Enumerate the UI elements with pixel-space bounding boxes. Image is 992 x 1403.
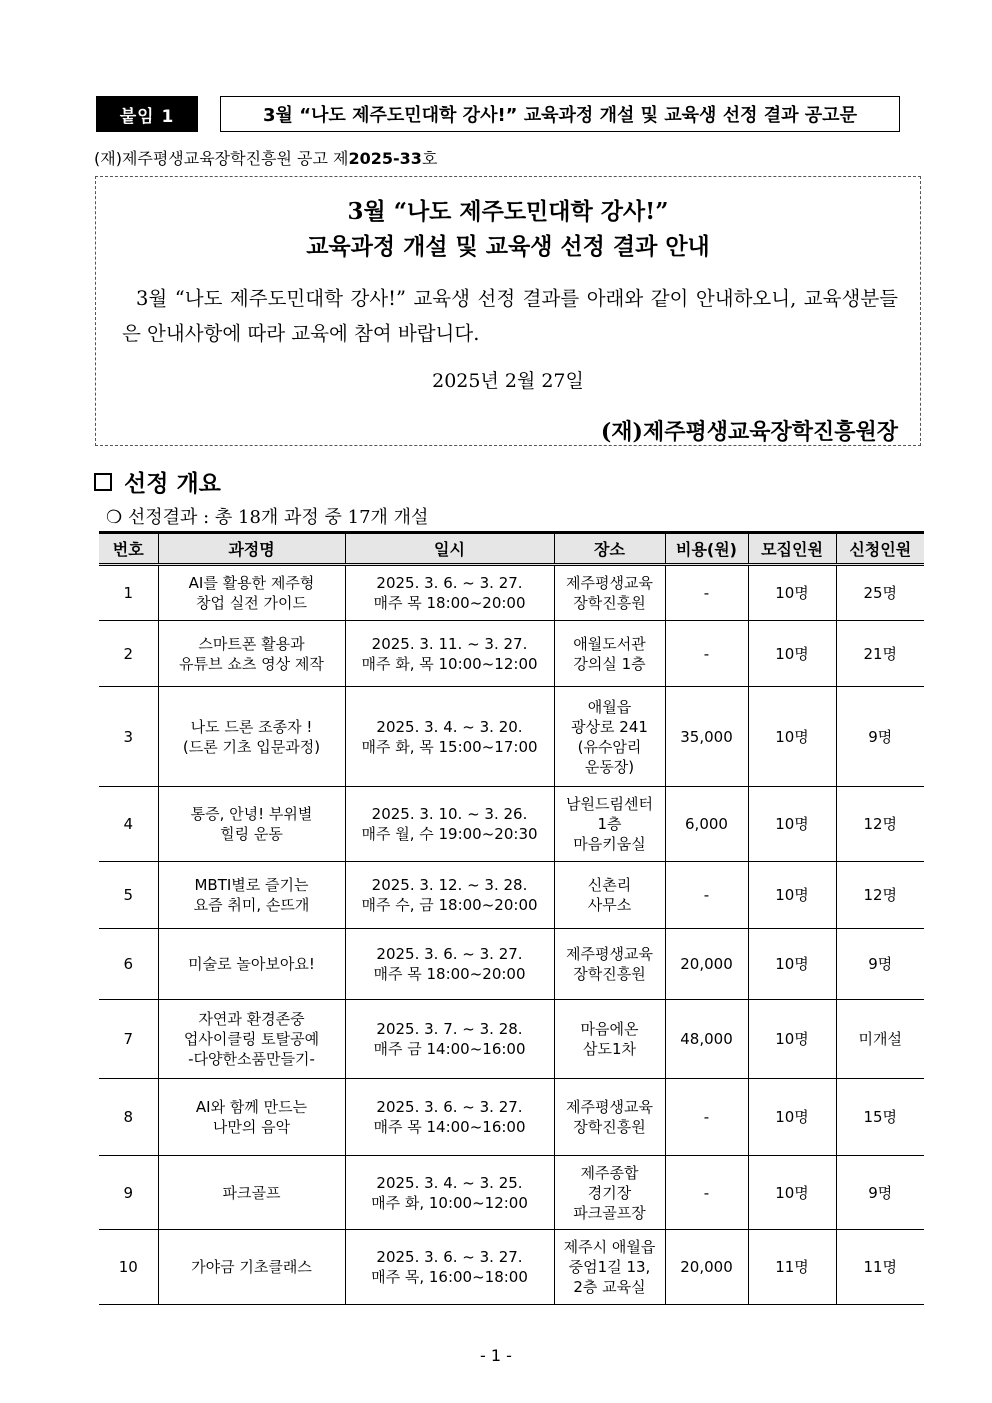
cell-place-line: 광상로 241 (571, 717, 648, 736)
cell-place (554, 862, 665, 929)
cell-schedule (345, 1079, 554, 1156)
cell-no: 4 (99, 787, 158, 862)
cell-schedule (345, 1156, 554, 1230)
header-course: 과정명 (158, 533, 345, 565)
cell-schedule (345, 1000, 554, 1079)
cell-recruit: 10명 (748, 1156, 836, 1230)
cell-course-line: 힐링 운동 (220, 825, 283, 843)
cell-course-line: AI를 활용한 제주형 (188, 574, 315, 592)
cell-cost: 20,000 (665, 1230, 748, 1305)
cell-place-line: 2층 교육실 (573, 1278, 646, 1296)
cell-schedule (345, 621, 554, 687)
cell-schedule-line: 매주 화, 목 10:00~12:00 (361, 654, 538, 673)
cell-schedule (345, 565, 554, 621)
table-row (99, 929, 924, 1000)
cell-place-line: 장학진흥원 (573, 594, 646, 612)
cell-place (554, 687, 665, 787)
notice-date: 2025년 2월 27일 (432, 370, 584, 392)
cell-schedule-line: 매주 목, 16:00~18:00 (371, 1268, 528, 1286)
cell-place-line: 파크골프장 (573, 1203, 646, 1222)
cell-recruit: 10명 (748, 1079, 836, 1156)
cell-course (158, 1000, 345, 1079)
cell-cost: 48,000 (665, 1000, 748, 1079)
cell-place (554, 787, 665, 862)
cell-schedule-line: 2025. 3. 4. ~ 3. 25. (376, 1173, 523, 1192)
table-row (99, 1000, 924, 1079)
cell-schedule-line: 매주 월, 수 19:00~20:30 (361, 825, 538, 843)
header-cost: 비용(원) (665, 533, 748, 565)
cell-schedule-line: 2025. 3. 6. ~ 3. 27. (376, 1098, 523, 1116)
cell-place (554, 1000, 665, 1079)
notice-signature: (재)제주평생교육장학진흥원장 (600, 419, 898, 445)
cell-course (158, 929, 345, 1000)
cell-recruit: 10명 (748, 862, 836, 929)
cell-schedule-line: 2025. 3. 10. ~ 3. 26. (371, 805, 528, 823)
cell-schedule (345, 687, 554, 787)
cell-place-line: 경기장 (587, 1183, 632, 1202)
square-bullet-icon (94, 473, 112, 491)
cell-place (554, 1230, 665, 1305)
table-row (99, 687, 924, 787)
cell-place-line: 장학진흥원 (573, 1118, 646, 1136)
cell-schedule-line: 2025. 3. 12. ~ 3. 28. (371, 876, 528, 894)
cell-place-line: 제주종합 (580, 1163, 639, 1182)
cell-recruit: 10명 (748, 687, 836, 787)
cell-cost: - (665, 621, 748, 687)
cell-place-line: 남원드림센터 (566, 795, 653, 813)
cell-no: 7 (99, 1000, 158, 1079)
cell-place-line: 장학진흥원 (573, 965, 646, 983)
cell-place-line: 중엄1길 13, (568, 1258, 651, 1276)
cell-cost: - (665, 862, 748, 929)
cell-place-line: 제주평생교육 (566, 945, 653, 963)
cell-course-line: 업사이클링 토탈공예 (183, 1030, 320, 1048)
cell-applied: 15명 (836, 1079, 924, 1156)
cell-recruit: 10명 (748, 787, 836, 862)
cell-course (158, 1156, 345, 1230)
table-row (99, 565, 924, 621)
cell-schedule-line: 매주 목 14:00~16:00 (373, 1118, 526, 1136)
cell-course-line: 미술로 놀아보아요! (188, 955, 315, 973)
cell-place-line: 마음키움실 (573, 835, 646, 853)
notice-body: 3월 “나도 제주도민대학 강사!” 교육생 선정 결과를 아래와 같이 안내하오니, 교육생분들은 안내사항에 따라 교육에 참여 바랍니다. (122, 287, 898, 345)
cell-applied: 9명 (836, 929, 924, 1000)
cell-schedule-line: 매주 화, 목 15:00~17:00 (361, 737, 538, 756)
cell-place-line: 제주평생교육 (566, 574, 653, 592)
cell-no: 2 (99, 621, 158, 687)
cell-no: 1 (99, 565, 158, 621)
cell-course-line: AI와 함께 만드는 (195, 1098, 308, 1116)
cell-course (158, 862, 345, 929)
cell-course (158, 1079, 345, 1156)
cell-no: 8 (99, 1079, 158, 1156)
course-table (99, 531, 924, 1305)
cell-applied: 11명 (836, 1230, 924, 1305)
cell-cost: 35,000 (665, 687, 748, 787)
cell-schedule-line: 매주 화, 10:00~12:00 (371, 1193, 528, 1212)
cell-cost: - (665, 1079, 748, 1156)
cell-course-line: 요즘 취미, 손뜨개 (193, 896, 310, 914)
cell-place-line: 운동장) (584, 757, 635, 776)
cell-recruit: 10명 (748, 929, 836, 1000)
cell-cost: 6,000 (665, 787, 748, 862)
cell-place (554, 929, 665, 1000)
cell-no: 5 (99, 862, 158, 929)
attachment-title: 3월 “나도 제주도민대학 강사!” 교육과정 개설 및 교육생 선정 결과 공고문 (220, 96, 900, 132)
cell-applied: 12명 (836, 862, 924, 929)
cell-course-line: 나만의 음악 (212, 1118, 291, 1136)
cell-recruit: 10명 (748, 1000, 836, 1079)
section-heading: 선정 개요 (94, 465, 221, 498)
cell-place-line: (유수암리 (577, 737, 642, 756)
table-row (99, 862, 924, 929)
cell-course (158, 787, 345, 862)
notice-title-line1: 3월 “나도 제주도민대학 강사!” (347, 198, 669, 225)
cell-schedule (345, 862, 554, 929)
cell-course-line: -다양한소품만들기- (188, 1050, 315, 1068)
cell-no: 3 (99, 687, 158, 787)
table-row (99, 621, 924, 687)
cell-course-line: (드론 기초 입문과정) (182, 737, 321, 756)
cell-schedule-line: 2025. 3. 6. ~ 3. 27. (376, 1248, 523, 1266)
header-recruit: 모집인원 (748, 533, 836, 565)
cell-place-line: 신촌리 (587, 876, 632, 894)
notice-number: (재)제주평생교육장학진흥원 공고 제2025-33호 (94, 149, 438, 168)
cell-place-line: 제주시 애월읍 (563, 1238, 656, 1256)
cell-no: 10 (99, 1230, 158, 1305)
cell-course-line: 파크골프 (222, 1183, 281, 1202)
cell-applied: 21명 (836, 621, 924, 687)
selection-summary: ❍ 선정결과 : 총 18개 과정 중 17개 개설 (106, 507, 429, 528)
cell-place-line: 강의실 1층 (573, 654, 646, 673)
cell-applied: 미개설 (836, 1000, 924, 1079)
cell-place (554, 1079, 665, 1156)
cell-cost: 20,000 (665, 929, 748, 1000)
cell-recruit: 10명 (748, 621, 836, 687)
cell-schedule-line: 2025. 3. 6. ~ 3. 27. (376, 945, 523, 963)
cell-place-line: 삼도1차 (582, 1040, 636, 1058)
cell-applied: 9명 (836, 1156, 924, 1230)
cell-course-line: 통증, 안녕! 부위별 (190, 805, 313, 823)
cell-applied: 12명 (836, 787, 924, 862)
table-row (99, 1079, 924, 1156)
cell-cost: - (665, 1156, 748, 1230)
header-place: 장소 (554, 533, 665, 565)
header-applied: 신청인원 (836, 533, 924, 565)
cell-place-line: 1층 (597, 815, 622, 833)
table-header-row (99, 533, 924, 565)
cell-schedule-line: 매주 수, 금 18:00~20:00 (361, 896, 538, 914)
cell-place-line: 애월읍 (587, 697, 632, 716)
cell-course-line: 가야금 기초클래스 (191, 1258, 312, 1276)
cell-recruit: 10명 (748, 565, 836, 621)
cell-course (158, 1230, 345, 1305)
cell-schedule-line: 2025. 3. 11. ~ 3. 27. (371, 634, 528, 653)
cell-cost: - (665, 565, 748, 621)
cell-applied: 9명 (836, 687, 924, 787)
header-no: 번호 (99, 533, 158, 565)
cell-schedule-line: 매주 목 18:00~20:00 (373, 965, 526, 983)
table-row (99, 1156, 924, 1230)
header-schedule: 일시 (345, 533, 554, 565)
cell-place-line: 마음에온 (580, 1020, 639, 1038)
cell-no: 9 (99, 1156, 158, 1230)
cell-course (158, 621, 345, 687)
cell-course (158, 687, 345, 787)
cell-place (554, 1156, 665, 1230)
cell-place-line: 애월도서관 (573, 634, 646, 653)
table-row (99, 1230, 924, 1305)
cell-place (554, 565, 665, 621)
cell-schedule-line: 2025. 3. 7. ~ 3. 28. (376, 1020, 523, 1038)
notice-title-line2: 교육과정 개설 및 교육생 선정 결과 안내 (306, 233, 710, 260)
cell-course (158, 565, 345, 621)
cell-course-line: 자연과 환경존중 (198, 1010, 305, 1028)
notice-box (95, 176, 921, 446)
cell-schedule-line: 매주 금 14:00~16:00 (373, 1040, 526, 1058)
cell-course-line: 유튜브 쇼츠 영상 제작 (179, 654, 324, 673)
cell-schedule (345, 1230, 554, 1305)
cell-schedule-line: 매주 목 18:00~20:00 (373, 594, 526, 612)
cell-schedule-line: 2025. 3. 6. ~ 3. 27. (376, 574, 523, 592)
cell-schedule (345, 929, 554, 1000)
cell-applied: 25명 (836, 565, 924, 621)
cell-course-line: MBTI별로 즐기는 (194, 876, 309, 894)
cell-place-line: 제주평생교육 (566, 1098, 653, 1116)
cell-course-line: 창업 실전 가이드 (196, 594, 307, 612)
cell-recruit: 11명 (748, 1230, 836, 1305)
attachment-tag: 붙임 1 (96, 96, 198, 132)
cell-no: 6 (99, 929, 158, 1000)
cell-schedule-line: 2025. 3. 4. ~ 3. 20. (376, 717, 523, 736)
cell-course-line: 스마트폰 활용과 (198, 634, 305, 653)
cell-schedule (345, 787, 554, 862)
table-row (99, 787, 924, 862)
cell-course-line: 나도 드론 조종자 ! (190, 717, 313, 736)
page-number: - 1 - (480, 1346, 512, 1365)
cell-place (554, 621, 665, 687)
cell-place-line: 사무소 (587, 896, 632, 914)
